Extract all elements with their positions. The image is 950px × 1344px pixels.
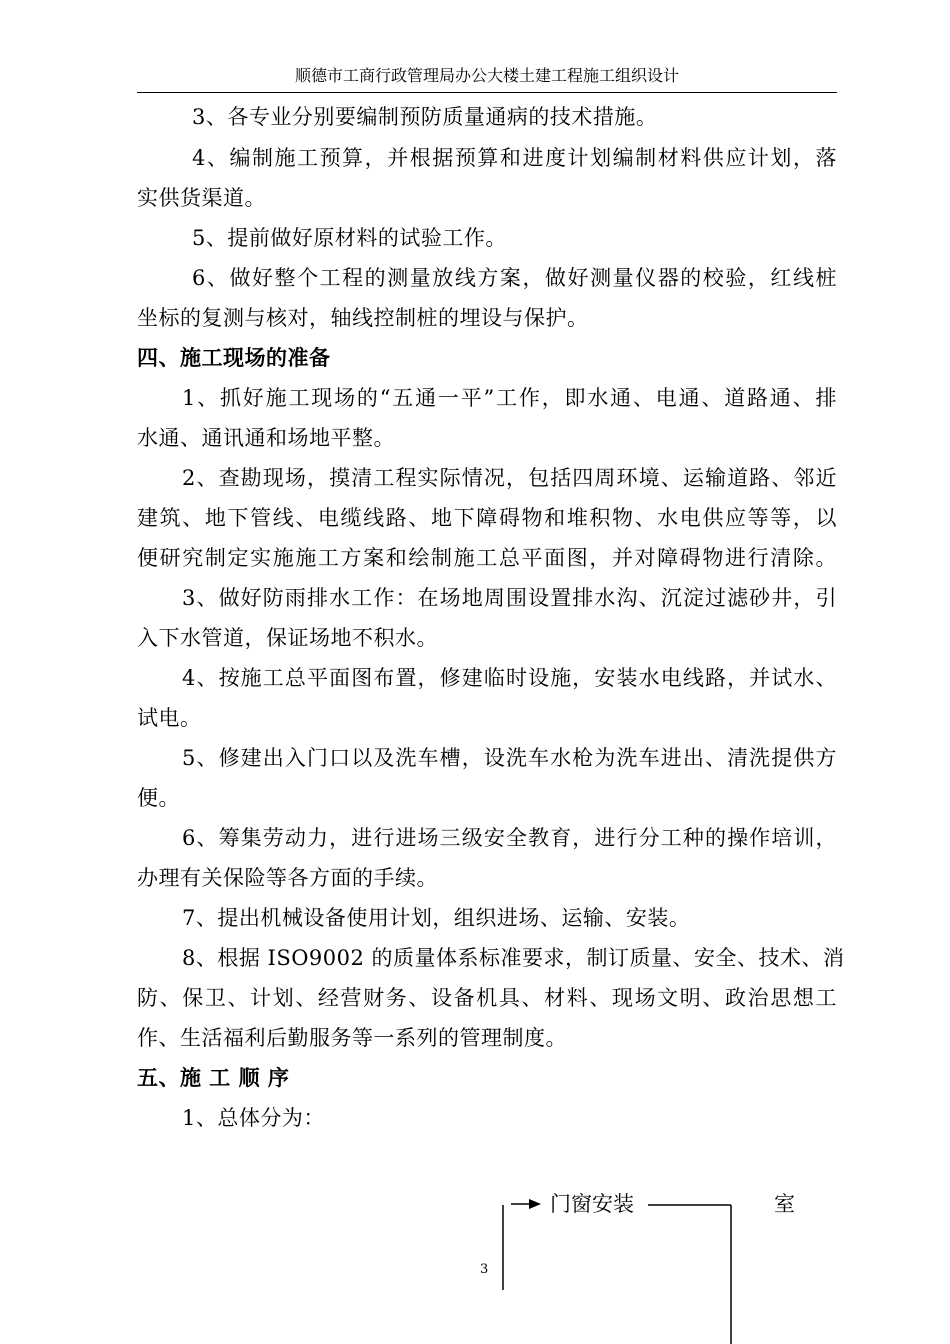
paragraph-line: 试电。 — [137, 706, 202, 730]
paragraph-line: 便研究制定实施施工方案和绘制施工总平面图，并对障碍物进行清除。 — [137, 546, 837, 570]
paragraph-line: 1、总体分为： — [182, 1106, 325, 1130]
paragraph-line: 水通、通讯通和场地平整。 — [137, 426, 395, 450]
section-heading-5: 五、施 工 顺 序 — [137, 1065, 290, 1090]
paragraph-line: 8、根据 ISO9002 的质量体系标准要求，制订质量、安全、技术、消 — [182, 946, 845, 970]
section-heading-4: 四、施工现场的准备 — [137, 345, 331, 370]
flow-node-room: 室 — [774, 1192, 795, 1216]
paragraph-line: 防、保卫、计划、经营财务、设备机具、材料、现场文明、政治思想工 — [137, 986, 837, 1010]
paragraph-line: 5、修建出入门口以及洗车槽，设洗车水枪为洗车进出、清洗提供方 — [182, 746, 837, 770]
flow-node-door-window: 门窗安装 — [550, 1192, 634, 1216]
paragraph-line: 6、做好整个工程的测量放线方案，做好测量仪器的校验，红线桩 — [192, 266, 837, 290]
paragraph-line: 坐标的复测与核对，轴线控制桩的埋设与保护。 — [137, 306, 589, 330]
paragraph-line: 便。 — [137, 786, 180, 810]
paragraph-line: 5、提前做好原材料的试验工作。 — [192, 226, 507, 250]
paragraph-line: 7、提出机械设备使用计划，组织进场、运输、安装。 — [182, 906, 691, 930]
paragraph-line: 办理有关保险等各方面的手续。 — [137, 866, 438, 890]
paragraph-line: 6、筹集劳动力，进行进场三级安全教育，进行分工种的操作培训， — [182, 826, 837, 850]
paragraph-line: 入下水管道，保证场地不积水。 — [137, 626, 438, 650]
paragraph-line: 4、编制施工预算，并根据预算和进度计划编制材料供应计划，落 — [192, 146, 837, 170]
running-header: 顺德市工商行政管理局办公大楼土建工程施工组织设计 — [294, 66, 679, 85]
paragraph-line: 作、生活福利后勤服务等一系列的管理制度。 — [137, 1026, 567, 1050]
paragraph-line: 2、查勘现场，摸清工程实际情况，包括四周环境、运输道路、邻近 — [182, 466, 837, 490]
paragraph-line: 实供货渠道。 — [137, 186, 266, 210]
paragraph-line: 1、抓好施工现场的“五通一平”工作，即水通、电通、道路通、排 — [182, 386, 837, 410]
paragraph-line: 4、按施工总平面图布置，修建临时设施，安装水电线路，并试水、 — [182, 666, 837, 690]
paragraph-line: 3、做好防雨排水工作：在场地周围设置排水沟、沉淀过滤砂井，引 — [182, 586, 837, 610]
paragraph-line: 3、各专业分别要编制预防质量通病的技术措施。 — [192, 105, 658, 129]
paragraph-line: 建筑、地下管线、电缆线路、地下障碍物和堆积物、水电供应等等，以 — [137, 506, 837, 530]
flow-arrowhead — [529, 1199, 541, 1209]
page-number: 3 — [480, 1262, 489, 1277]
